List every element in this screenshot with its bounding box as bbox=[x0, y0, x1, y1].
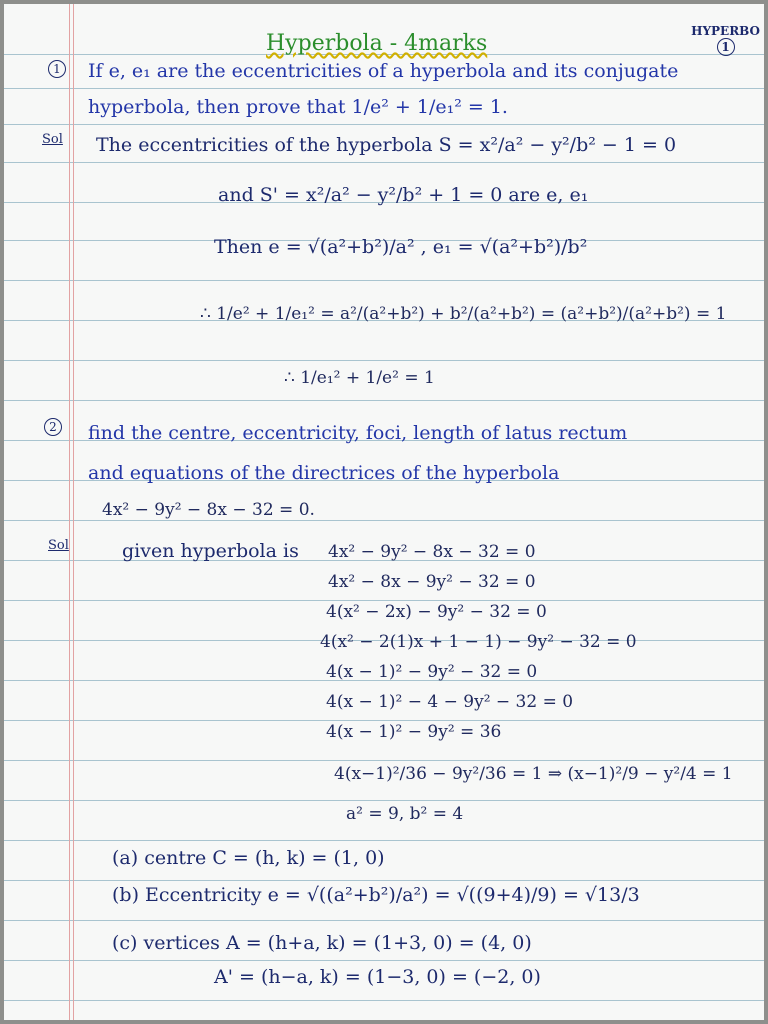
margin-line bbox=[69, 4, 70, 1020]
q2-part-c1: (c) vertices A = (h+a, k) = (1+3, 0) = (4, 0) bbox=[112, 932, 532, 954]
q1-line2: hyperbola, then prove that 1/e² + 1/e₁² = 1. bbox=[88, 96, 508, 118]
q2-sol-label: Sol bbox=[48, 538, 69, 553]
q1-sol-line2: and S' = x²/a² − y²/b² + 1 = 0 are e, e₁ bbox=[218, 184, 589, 206]
ruled-line bbox=[4, 840, 764, 841]
ruled-line bbox=[4, 880, 764, 881]
q2-step: 4(x² − 2(1)x + 1 − 1) − 9y² − 32 = 0 bbox=[320, 632, 637, 652]
ruled-line bbox=[4, 520, 764, 521]
q2-step: 4x² − 9y² − 8x − 32 = 0 bbox=[328, 542, 536, 562]
q2-part-a: (a) centre C = (h, k) = (1, 0) bbox=[112, 847, 385, 869]
q2-line3: 4x² − 9y² − 8x − 32 = 0. bbox=[102, 500, 315, 520]
corner-label: HYPERBO bbox=[691, 24, 760, 38]
ruled-line bbox=[4, 720, 764, 721]
page-title: Hyperbola - 4marks bbox=[266, 31, 488, 56]
q2-part-c2: A' = (h−a, k) = (1−3, 0) = (−2, 0) bbox=[214, 966, 541, 988]
ruled-line bbox=[4, 1000, 764, 1001]
q1-sol-line1: The eccentricities of the hyperbola S = x²/a² − y²/b² − 1 = 0 bbox=[96, 134, 677, 156]
ruled-line bbox=[4, 400, 764, 401]
page-number: 1 bbox=[717, 38, 735, 56]
q2-step: a² = 9, b² = 4 bbox=[346, 804, 464, 824]
q2-step: 4(x − 1)² − 9y² = 36 bbox=[326, 722, 502, 742]
q2-step: 4(x − 1)² − 9y² − 32 = 0 bbox=[326, 662, 538, 682]
q2-step: 4(x − 1)² − 4 − 9y² − 32 = 0 bbox=[326, 692, 574, 712]
question-number-2: 2 bbox=[44, 418, 62, 436]
notebook-page bbox=[4, 4, 764, 1020]
ruled-line bbox=[4, 920, 764, 921]
q2-step: 4x² − 8x − 9y² − 32 = 0 bbox=[328, 572, 536, 592]
q2-line1: find the centre, eccentricity, foci, length of latus rectum bbox=[88, 422, 628, 444]
ruled-line bbox=[4, 760, 764, 761]
q2-given: given hyperbola is bbox=[122, 540, 299, 562]
ruled-line bbox=[4, 800, 764, 801]
question-number-1: 1 bbox=[48, 60, 66, 78]
q1-sol-line3: Then e = √(a²+b²)/a² , e₁ = √(a²+b²)/b² bbox=[214, 236, 588, 258]
q2-step: 4(x² − 2x) − 9y² − 32 = 0 bbox=[326, 602, 547, 622]
ruled-line bbox=[4, 360, 764, 361]
q1-sol-line4: ∴ 1/e² + 1/e₁² = a²/(a²+b²) + b²/(a²+b²) = (a²+b²)/(a²+b²) = 1 bbox=[200, 304, 727, 324]
ruled-line bbox=[4, 280, 764, 281]
q1-line1: If e, e₁ are the eccentricities of a hyperbola and its conjugate bbox=[88, 60, 679, 82]
ruled-line bbox=[4, 960, 764, 961]
q1-sol-line5: ∴ 1/e₁² + 1/e² = 1 bbox=[284, 368, 435, 388]
q2-line2: and equations of the directrices of the hyperbola bbox=[88, 462, 560, 484]
q2-part-b: (b) Eccentricity e = √((a²+b²)/a²) = √((9+4)/9) = √13/3 bbox=[112, 884, 640, 906]
margin-line bbox=[73, 4, 74, 1020]
q2-step: 4(x−1)²/36 − 9y²/36 = 1 ⇒ (x−1)²/9 − y²/4 = 1 bbox=[334, 764, 733, 784]
corner-tag bbox=[691, 24, 760, 56]
ruled-line bbox=[4, 88, 764, 89]
ruled-line bbox=[4, 124, 764, 125]
q1-sol-label: Sol bbox=[42, 132, 63, 147]
ruled-line bbox=[4, 600, 764, 601]
ruled-line bbox=[4, 162, 764, 163]
